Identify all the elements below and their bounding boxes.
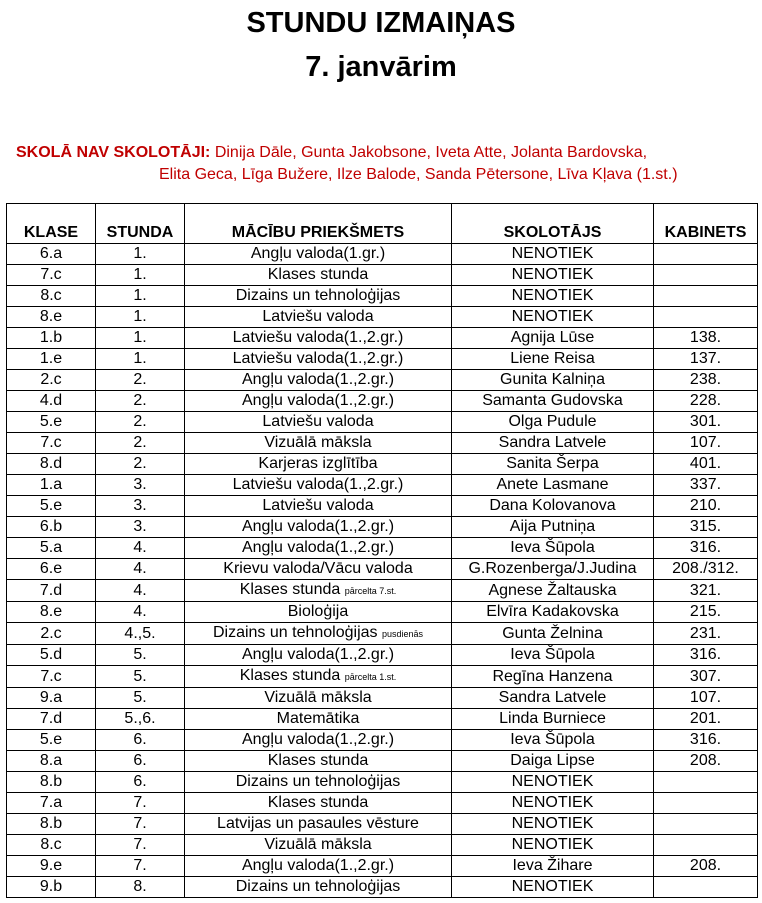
cell-room: 208. <box>654 751 758 772</box>
subject-text: Klases stunda <box>267 752 369 769</box>
cell-class: 8.e <box>7 307 96 328</box>
cell-subject <box>185 244 452 265</box>
cell-lesson: 3. <box>96 517 185 538</box>
cell-room <box>654 772 758 793</box>
cell-room: 321. <box>654 580 758 602</box>
page-date: 7. janvārim <box>305 51 457 83</box>
cell-teacher: Daiga Lipse <box>452 751 654 772</box>
subject-text: Klases stunda <box>239 667 345 684</box>
subject-text: Klases stunda <box>239 581 345 598</box>
cell-room: 301. <box>654 412 758 433</box>
cell-class: 2.c <box>7 370 96 391</box>
cell-lesson: 7. <box>96 856 185 877</box>
table-row <box>7 538 758 559</box>
subject-text: Matemātika <box>276 710 360 727</box>
table-row <box>7 559 758 580</box>
cell-lesson: 6. <box>96 772 185 793</box>
cell-teacher: Aija Putniņa <box>452 517 654 538</box>
subject-text: Bioloģija <box>287 603 349 620</box>
cell-lesson: 7. <box>96 793 185 814</box>
table-row <box>7 814 758 835</box>
subject-text: Angļu valoda(1.,2.gr.) <box>241 857 395 874</box>
cell-lesson: 1. <box>96 349 185 370</box>
cell-teacher: G.Rozenberga/J.Judina <box>452 559 654 580</box>
header-subject: MĀCĪBU PRIEKŠMETS <box>185 204 452 244</box>
cell-lesson: 7. <box>96 835 185 856</box>
cell-subject <box>185 328 452 349</box>
cell-lesson: 2. <box>96 370 185 391</box>
cell-room: 316. <box>654 538 758 559</box>
cell-subject <box>185 688 452 709</box>
cell-lesson: 3. <box>96 475 185 496</box>
cell-class: 5.e <box>7 412 96 433</box>
cell-teacher: Agnija Lūse <box>452 328 654 349</box>
table-row <box>7 730 758 751</box>
cell-room: 315. <box>654 517 758 538</box>
cell-subject <box>185 793 452 814</box>
cell-room <box>654 793 758 814</box>
cell-teacher: Regīna Hanzena <box>452 666 654 688</box>
cell-class: 9.a <box>7 688 96 709</box>
cell-class: 1.a <box>7 475 96 496</box>
cell-subject <box>185 602 452 623</box>
subject-text: Vizuālā māksla <box>264 689 372 706</box>
cell-room: 316. <box>654 730 758 751</box>
cell-class: 8.b <box>7 772 96 793</box>
cell-room <box>654 835 758 856</box>
cell-teacher: Ieva Šūpola <box>452 645 654 666</box>
subject-text: Karjeras izglītība <box>258 455 378 472</box>
subject-text: Dizains un tehnoloģijas <box>235 773 401 790</box>
cell-room: 208. <box>654 856 758 877</box>
absent-list-line2: Elita Geca, Līga Bužere, Ilze Balode, Sanda Pētersone, Līva Kļava (1.st.) <box>159 166 678 183</box>
cell-teacher: NENOTIEK <box>452 772 654 793</box>
cell-lesson: 7. <box>96 814 185 835</box>
cell-room: 215. <box>654 602 758 623</box>
cell-lesson: 5. <box>96 645 185 666</box>
cell-lesson: 1. <box>96 265 185 286</box>
cell-lesson: 3. <box>96 496 185 517</box>
table-row <box>7 709 758 730</box>
cell-subject <box>185 307 452 328</box>
cell-room <box>654 814 758 835</box>
cell-subject <box>185 391 452 412</box>
header-room: KABINETS <box>654 204 758 244</box>
header-lesson: STUNDA <box>96 204 185 244</box>
subject-text: Dizains un tehnoloģijas <box>235 287 401 304</box>
subject-text: Angļu valoda(1.gr.) <box>250 245 386 262</box>
subject-text: Klases stunda <box>267 266 369 283</box>
cell-lesson: 5. <box>96 688 185 709</box>
table-row <box>7 688 758 709</box>
cell-lesson: 2. <box>96 454 185 475</box>
absent-list-line1: Dinija Dāle, Gunta Jakobsone, Iveta Atte, Jolanta Bardovska, <box>210 144 648 161</box>
cell-subject <box>185 517 452 538</box>
cell-class: 6.b <box>7 517 96 538</box>
cell-subject <box>185 645 452 666</box>
table-row <box>7 412 758 433</box>
cell-subject <box>185 877 452 898</box>
subject-text: Vizuālā māksla <box>264 836 372 853</box>
absent-teachers <box>16 142 678 183</box>
cell-class: 8.b <box>7 814 96 835</box>
subject-text: Latviešu valoda <box>262 308 374 325</box>
table-row <box>7 602 758 623</box>
cell-class: 5.a <box>7 538 96 559</box>
cell-teacher: Agnese Žaltauska <box>452 580 654 602</box>
cell-class: 7.a <box>7 793 96 814</box>
cell-class: 8.a <box>7 751 96 772</box>
cell-class: 4.d <box>7 391 96 412</box>
subject-text: Angļu valoda(1.,2.gr.) <box>241 392 395 409</box>
cell-room: 107. <box>654 688 758 709</box>
cell-teacher: Gunita Kalniņa <box>452 370 654 391</box>
cell-room: 210. <box>654 496 758 517</box>
subject-note: pusdienās <box>381 629 424 639</box>
cell-teacher: Anete Lasmane <box>452 475 654 496</box>
cell-subject <box>185 772 452 793</box>
subject-note: pārcelta 7.st. <box>344 586 397 596</box>
cell-teacher: Ieva Šūpola <box>452 730 654 751</box>
cell-teacher: NENOTIEK <box>452 835 654 856</box>
cell-room: 337. <box>654 475 758 496</box>
cell-teacher: Elvīra Kadakovska <box>452 602 654 623</box>
cell-room <box>654 265 758 286</box>
cell-subject <box>185 730 452 751</box>
table-row <box>7 751 758 772</box>
cell-teacher: Sanita Šerpa <box>452 454 654 475</box>
table-row <box>7 580 758 602</box>
cell-room <box>654 286 758 307</box>
cell-subject <box>185 475 452 496</box>
absent-label: SKOLĀ NAV SKOLOTĀJI: <box>16 144 211 161</box>
cell-room: 201. <box>654 709 758 730</box>
cell-room: 137. <box>654 349 758 370</box>
subject-text: Latviešu valoda(1.,2.gr.) <box>232 329 404 346</box>
cell-room: 138. <box>654 328 758 349</box>
cell-class: 1.e <box>7 349 96 370</box>
cell-lesson: 4. <box>96 602 185 623</box>
table-row <box>7 666 758 688</box>
cell-class: 8.e <box>7 602 96 623</box>
cell-teacher: Sandra Latvele <box>452 688 654 709</box>
cell-room: 231. <box>654 623 758 645</box>
cell-subject <box>185 580 452 602</box>
cell-subject <box>185 835 452 856</box>
subject-text: Angļu valoda(1.,2.gr.) <box>241 539 395 556</box>
subject-text: Vizuālā māksla <box>264 434 372 451</box>
cell-lesson: 5.,6. <box>96 709 185 730</box>
cell-class: 8.c <box>7 835 96 856</box>
cell-lesson: 1. <box>96 328 185 349</box>
table-header-row <box>7 204 758 244</box>
table-row <box>7 328 758 349</box>
cell-class: 5.e <box>7 496 96 517</box>
cell-teacher: Gunta Želnina <box>452 623 654 645</box>
cell-class: 5.e <box>7 730 96 751</box>
table-row <box>7 645 758 666</box>
cell-teacher: Ieva Žihare <box>452 856 654 877</box>
cell-room <box>654 307 758 328</box>
cell-room: 238. <box>654 370 758 391</box>
cell-lesson: 2. <box>96 391 185 412</box>
cell-room: 316. <box>654 645 758 666</box>
cell-teacher: Sandra Latvele <box>452 433 654 454</box>
cell-teacher: NENOTIEK <box>452 793 654 814</box>
cell-subject <box>185 814 452 835</box>
table-row <box>7 835 758 856</box>
cell-class: 8.c <box>7 286 96 307</box>
cell-teacher: Samanta Gudovska <box>452 391 654 412</box>
subject-text: Angļu valoda(1.,2.gr.) <box>241 731 395 748</box>
table-row <box>7 517 758 538</box>
table-row <box>7 793 758 814</box>
cell-subject <box>185 412 452 433</box>
subject-text: Latviešu valoda <box>262 413 374 430</box>
cell-lesson: 1. <box>96 307 185 328</box>
cell-class: 7.d <box>7 580 96 602</box>
cell-teacher: Liene Reisa <box>452 349 654 370</box>
cell-class: 7.c <box>7 666 96 688</box>
cell-subject <box>185 370 452 391</box>
cell-subject <box>185 623 452 645</box>
cell-subject <box>185 433 452 454</box>
cell-lesson: 4.,5. <box>96 623 185 645</box>
table-row <box>7 244 758 265</box>
table-row <box>7 307 758 328</box>
cell-teacher: Olga Pudule <box>452 412 654 433</box>
cell-subject <box>185 265 452 286</box>
cell-teacher: NENOTIEK <box>452 244 654 265</box>
cell-subject <box>185 709 452 730</box>
cell-room: 208./312. <box>654 559 758 580</box>
cell-subject <box>185 454 452 475</box>
table-row <box>7 433 758 454</box>
cell-room: 228. <box>654 391 758 412</box>
subject-text: Latviešu valoda <box>262 497 374 514</box>
cell-lesson: 8. <box>96 877 185 898</box>
cell-teacher: Ieva Šūpola <box>452 538 654 559</box>
cell-subject <box>185 349 452 370</box>
cell-class: 2.c <box>7 623 96 645</box>
subject-text: Klases stunda <box>267 794 369 811</box>
subject-text: Angļu valoda(1.,2.gr.) <box>241 371 395 388</box>
cell-lesson: 5. <box>96 666 185 688</box>
cell-lesson: 1. <box>96 244 185 265</box>
cell-teacher: NENOTIEK <box>452 265 654 286</box>
subject-text: Angļu valoda(1.,2.gr.) <box>241 518 395 535</box>
cell-class: 1.b <box>7 328 96 349</box>
cell-teacher: NENOTIEK <box>452 877 654 898</box>
cell-subject <box>185 496 452 517</box>
cell-subject <box>185 559 452 580</box>
subject-text: Latvijas un pasaules vēsture <box>217 815 419 832</box>
cell-class: 9.b <box>7 877 96 898</box>
subject-text: Angļu valoda(1.,2.gr.) <box>241 646 395 663</box>
cell-class: 6.a <box>7 244 96 265</box>
cell-lesson: 6. <box>96 751 185 772</box>
cell-subject <box>185 856 452 877</box>
changes-table <box>6 203 758 898</box>
cell-lesson: 6. <box>96 730 185 751</box>
cell-class: 7.c <box>7 433 96 454</box>
cell-teacher: Linda Burniece <box>452 709 654 730</box>
cell-subject <box>185 538 452 559</box>
cell-class: 6.e <box>7 559 96 580</box>
cell-class: 7.d <box>7 709 96 730</box>
cell-subject <box>185 286 452 307</box>
subject-text: Latviešu valoda(1.,2.gr.) <box>232 350 404 367</box>
table-row <box>7 454 758 475</box>
table-row <box>7 475 758 496</box>
table-row <box>7 772 758 793</box>
cell-teacher: NENOTIEK <box>452 814 654 835</box>
cell-room: 107. <box>654 433 758 454</box>
subject-text: Dizains un tehnoloģijas <box>235 878 401 895</box>
cell-lesson: 4. <box>96 538 185 559</box>
table-row <box>7 265 758 286</box>
cell-class: 5.d <box>7 645 96 666</box>
cell-class: 7.c <box>7 265 96 286</box>
table-row <box>7 286 758 307</box>
table-row <box>7 370 758 391</box>
header-class: KLASE <box>7 204 96 244</box>
subject-note: pārcelta 1.st. <box>344 672 397 682</box>
page-title: STUNDU IZMAIŅAS <box>246 7 516 39</box>
table-row <box>7 623 758 645</box>
cell-subject <box>185 666 452 688</box>
table-row <box>7 856 758 877</box>
cell-lesson: 4. <box>96 559 185 580</box>
subject-text: Krievu valoda/Vācu valoda <box>223 560 413 577</box>
cell-lesson: 1. <box>96 286 185 307</box>
table-row <box>7 877 758 898</box>
cell-class: 8.d <box>7 454 96 475</box>
subject-text: Dizains un tehnoloģijas <box>212 624 382 641</box>
header-teacher: SKOLOTĀJS <box>452 204 654 244</box>
cell-room <box>654 877 758 898</box>
table-row <box>7 349 758 370</box>
cell-lesson: 4. <box>96 580 185 602</box>
table-row <box>7 391 758 412</box>
cell-teacher: Dana Kolovanova <box>452 496 654 517</box>
cell-subject <box>185 751 452 772</box>
cell-room: 307. <box>654 666 758 688</box>
subject-text: Latviešu valoda(1.,2.gr.) <box>232 476 404 493</box>
cell-teacher: NENOTIEK <box>452 286 654 307</box>
cell-room <box>654 244 758 265</box>
cell-room: 401. <box>654 454 758 475</box>
cell-teacher: NENOTIEK <box>452 307 654 328</box>
table-row <box>7 496 758 517</box>
cell-lesson: 2. <box>96 433 185 454</box>
cell-class: 9.e <box>7 856 96 877</box>
cell-lesson: 2. <box>96 412 185 433</box>
